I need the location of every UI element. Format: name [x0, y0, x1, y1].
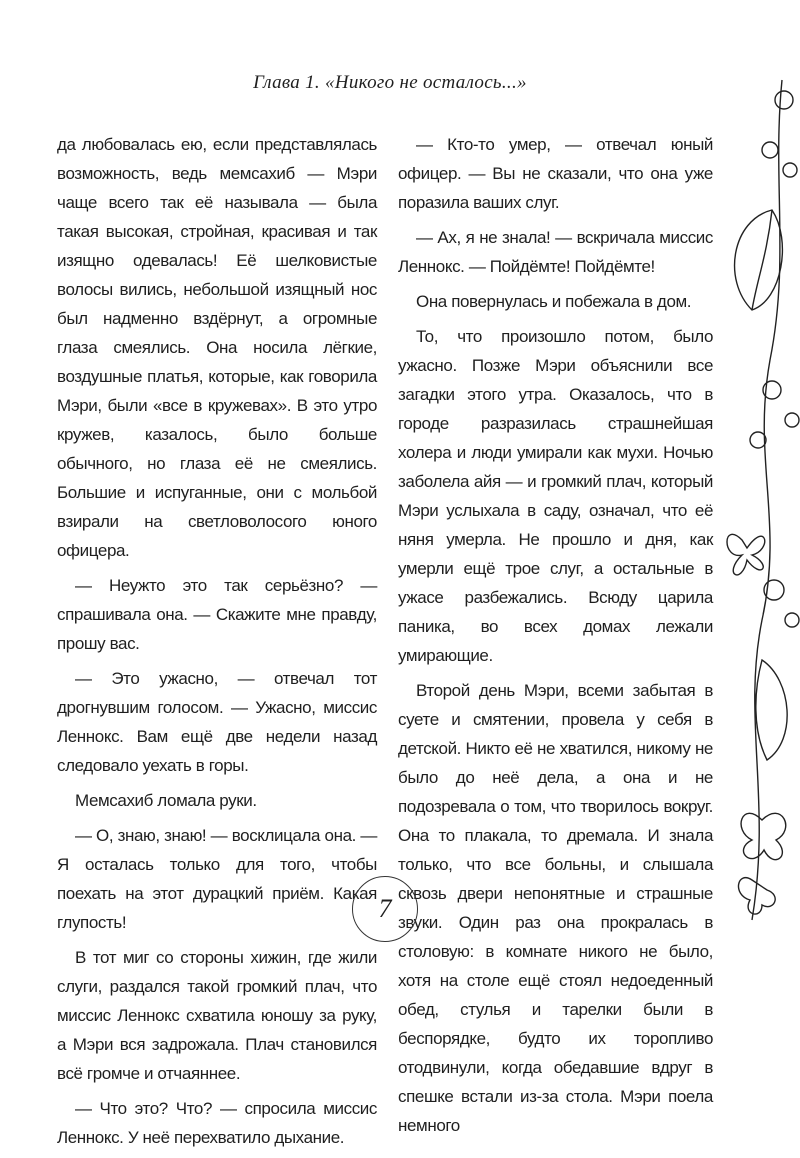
flower [783, 163, 797, 177]
paragraph: Второй день Мэри, всеми забытая в суете и смятении, провела у себя в детской. Никто её не хватился, никому не было до неё дела, а она и не подозревала о том, что творилось вокруг. Она то плакала, то дремала. И знала только, что все больны, и слышала сквозь двери непонятные и страшные звуки. Один раз она прокралась в столовую: в комнате никого не было, хотя на столе ещё стоял недоеденный обед, стулья и тарелки были в беспорядке, будто их торопливо отодвинули, когда обедавшие вдруг в спешке встали из-за стола. Мэри поела немного [398, 681, 713, 1135]
paragraph: — О, знаю, знаю! — восклицала она. — Я осталась только для того, чтобы поехать на этот дурацкий приём. Какая глупость! [57, 826, 377, 932]
paragraph: Мемсахиб ломала руки. [75, 791, 257, 810]
left-column [57, 130, 377, 1158]
paragraph: — Ах, я не знала! — вскричала миссис Леннокс. — Пойдёмте! Пойдёмте! [398, 228, 713, 276]
flower [762, 142, 778, 158]
flower [785, 413, 799, 427]
right-column [398, 130, 713, 1146]
butterfly [727, 534, 765, 574]
chapter-header: Глава 1. «Никого не осталось...» [253, 72, 527, 93]
paragraph: То, что произошло потом, было ужасно. Позже Мэри объяснили все загадки этого утра. Оказалось, что в городе разразилась страшнейшая холера и люди умирали как мухи. Ночью заболела айя — и громкий плач, который Мэри услыхала в саду, означал, что её няня умерла. Не прошло и дня, как умерли ещё трое слуг, а остальные в ужасе разбежались. Всюду царила паника, во всех домах лежали умирающие. [398, 327, 713, 665]
paragraph: — Что это? Что? — спросила миссис Леннокс. У неё перехватило дыхание. [57, 1099, 377, 1147]
paragraph: да любовалась ею, если представлялась возможность, ведь мемсахиб — Мэри чаще всего так её называла — была такая высокая, стройная, красивая и так изящно одевалась! Её шелковистые волосы вились, небольшой изящный нос был надменно вздёрнут, а огромные глаза смеялись. Она носила лёгкие, воздушные платья, которые, как говорила Мэри, были «все в кружевах». В это утро кружев, казалось, было больше обычного, но глаза её не смеялись. Большие и испуганные, они с мольбой взирали на светловолосого юного офицера. [57, 135, 377, 560]
vine-stem [752, 80, 782, 920]
paragraph: В тот миг со стороны хижин, где жили слуги, раздался такой громкий плач, что миссис Леннокс схватила юношу за руку, а Мэри вся задрожала. Плач становился всё громче и отчаяннее. [57, 948, 377, 1083]
paragraph: — Неужто это так серьёзно? — спрашивала она. — Скажите мне правду, прошу вас. [57, 576, 377, 653]
orchid [741, 813, 786, 859]
flower [750, 432, 766, 448]
orchid [738, 878, 775, 914]
flower [775, 91, 793, 109]
floral-border-illustration [712, 60, 800, 930]
paragraph: — Это ужасно, — отвечал тот дрогнувшим голосом. — Ужасно, миссис Леннокс. Вам ещё две недели назад следовало уехать в горы. [57, 669, 377, 775]
leaf [756, 660, 787, 760]
leaf [752, 210, 772, 310]
page-number: 7 [352, 876, 418, 942]
flower [785, 613, 799, 627]
leaf [735, 210, 783, 310]
paragraph: Она повернулась и побежала в дом. [416, 292, 692, 311]
paragraph: — Кто-то умер, — отвечал юный офицер. — Вы не сказали, что она уже поразила ваших слуг. [398, 135, 713, 212]
